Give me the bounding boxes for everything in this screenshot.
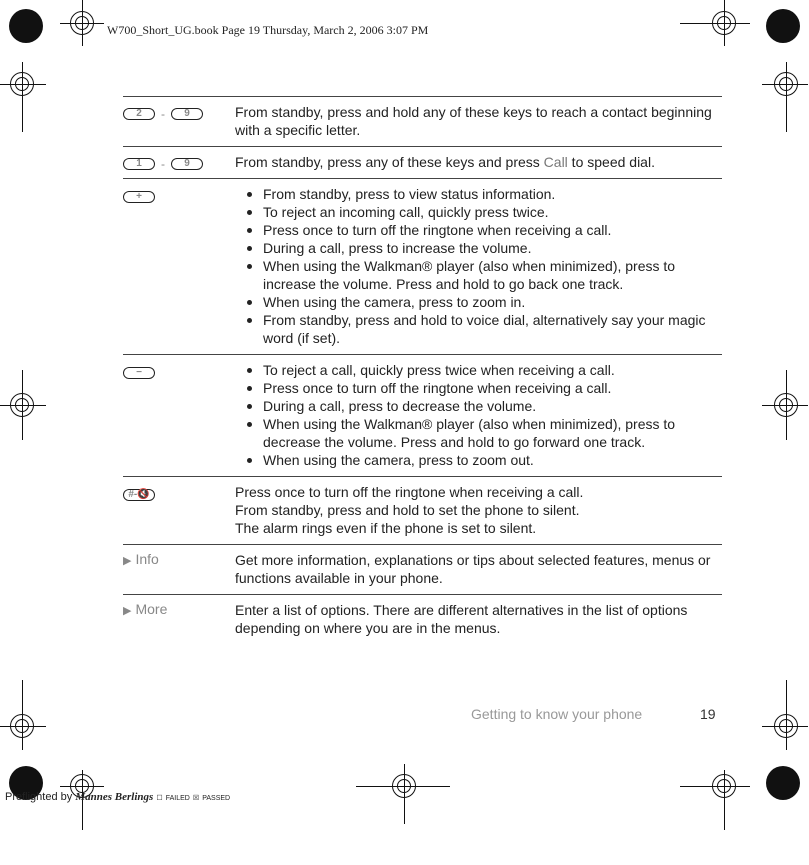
crosshair-line: [0, 84, 46, 85]
description-line: The alarm rings even if the phone is set to silent.: [235, 520, 537, 537]
list-item: During a call, press to increase the volume.: [263, 239, 722, 257]
key-cell: [123, 483, 235, 537]
softkey-cell: [123, 551, 235, 587]
crosshair-line: [680, 786, 750, 787]
crosshair-line: [762, 84, 808, 85]
volume-down-key-icon: −: [123, 367, 155, 379]
preflight-prefix: Preflighted by: [5, 791, 73, 803]
list-item: When using the Walkman® player (also when minimized), press to increase the volume. Press and hold to go back one track.: [263, 257, 722, 293]
list-item: To reject a call, quickly press twice when receiving a call.: [263, 361, 722, 379]
table-row: [123, 354, 722, 476]
softkey-label: More: [135, 601, 168, 618]
bullet-list: [235, 185, 722, 347]
description-text: From standby, press any of these keys and press: [235, 154, 544, 170]
list-item: To reject an incoming call, quickly press twice.: [263, 203, 722, 221]
registration-blob-bottom-right: [766, 766, 800, 800]
crosshair-line: [82, 0, 83, 46]
description-cell: Enter a list of options. There are different alternatives in the list of options depending on where you are in the menus.: [235, 602, 688, 637]
table-row: [123, 594, 722, 644]
description-line: Press once to turn off the ringtone when receiving a call.: [235, 484, 584, 501]
list-item: Press once to turn off the ringtone when receiving a call.: [263, 221, 722, 239]
section-footer: Getting to know your phone: [471, 706, 643, 722]
crosshair-line: [22, 370, 23, 440]
list-item: When using the camera, press to zoom out.: [263, 451, 722, 469]
table-row: [123, 178, 722, 354]
list-item: From standby, press to view status information.: [263, 185, 722, 203]
volume-up-key-icon: +: [123, 191, 155, 203]
key-cell: [123, 185, 235, 347]
crosshair-line: [0, 405, 46, 406]
crosshair-line: [404, 764, 405, 824]
table-row: [123, 146, 722, 178]
checkbox-checked-icon: ☒: [192, 795, 200, 802]
key-2-icon: 2: [123, 108, 155, 120]
preflight-failed-label: FAILED: [165, 795, 190, 802]
arrow-right-icon: ▶: [123, 555, 132, 568]
crosshair-line: [786, 62, 787, 132]
checkbox-empty-icon: ☐: [156, 795, 163, 802]
preflight-passed-label: PASSED: [202, 795, 231, 802]
crosshair-line: [680, 23, 750, 24]
book-header: W700_Short_UG.book Page 19 Thursday, March 2, 2006 3:07 PM: [107, 23, 429, 37]
table-row: [123, 476, 722, 544]
description-cell: [235, 361, 722, 469]
description-cell: [235, 483, 722, 537]
crosshair-line: [724, 770, 725, 830]
key-1-icon: 1: [123, 158, 155, 170]
list-item: From standby, press and hold to voice dial, alternatively say your magic word (if set).: [263, 311, 722, 347]
softkey-label: Info: [135, 551, 159, 568]
page-number: 19: [700, 706, 716, 722]
table-row: [123, 96, 722, 146]
description-cell: [235, 185, 722, 347]
description-cell: Get more information, explanations or tips about selected features, menus or functions available in your phone.: [235, 552, 711, 587]
preflight-stamp: [5, 791, 230, 803]
key-cell: [123, 103, 235, 139]
key-9-icon: 9: [171, 108, 203, 120]
list-item: During a call, press to decrease the volume.: [263, 397, 722, 415]
crosshair-line: [762, 726, 808, 727]
key-function-table: [123, 96, 722, 644]
list-item: When using the Walkman® player (also when minimized), press to decrease the volume. Press and hold to go forward one track.: [263, 415, 722, 451]
list-item: Press once to turn off the ringtone when receiving a call.: [263, 379, 722, 397]
preflight-brand: Mannes Berlings: [75, 791, 154, 803]
crosshair-line: [22, 62, 23, 132]
key-cell: [123, 153, 235, 171]
crosshair-line: [724, 0, 725, 46]
description-text: to speed dial.: [567, 154, 655, 170]
crosshair-line: [762, 405, 808, 406]
registration-blob-top-right: [766, 9, 800, 43]
crosshair-line: [356, 786, 450, 787]
key-9-icon: 9: [171, 158, 203, 170]
crosshair-line: [786, 680, 787, 750]
crosshair-line: [786, 370, 787, 440]
table-row: [123, 544, 722, 594]
description-cell: From standby, press and hold any of these keys to reach a contact beginning with a specific letter.: [235, 104, 712, 138]
silent-key-icon: #-🔇: [123, 489, 155, 501]
description-cell: [235, 153, 722, 171]
bullet-list: [235, 361, 722, 469]
key-cell: [123, 361, 235, 469]
crosshair-line: [22, 680, 23, 750]
description-line: From standby, press and hold to set the phone to silent.: [235, 502, 580, 519]
registration-blob-top-left: [9, 9, 43, 43]
crosshair-line: [0, 726, 46, 727]
softkey-cell: [123, 601, 235, 637]
call-keyword: Call: [543, 154, 568, 170]
key-range-separator: -: [161, 107, 165, 122]
list-item: When using the camera, press to zoom in.: [263, 293, 722, 311]
arrow-right-icon: ▶: [123, 605, 132, 618]
key-range-separator: -: [161, 157, 165, 172]
